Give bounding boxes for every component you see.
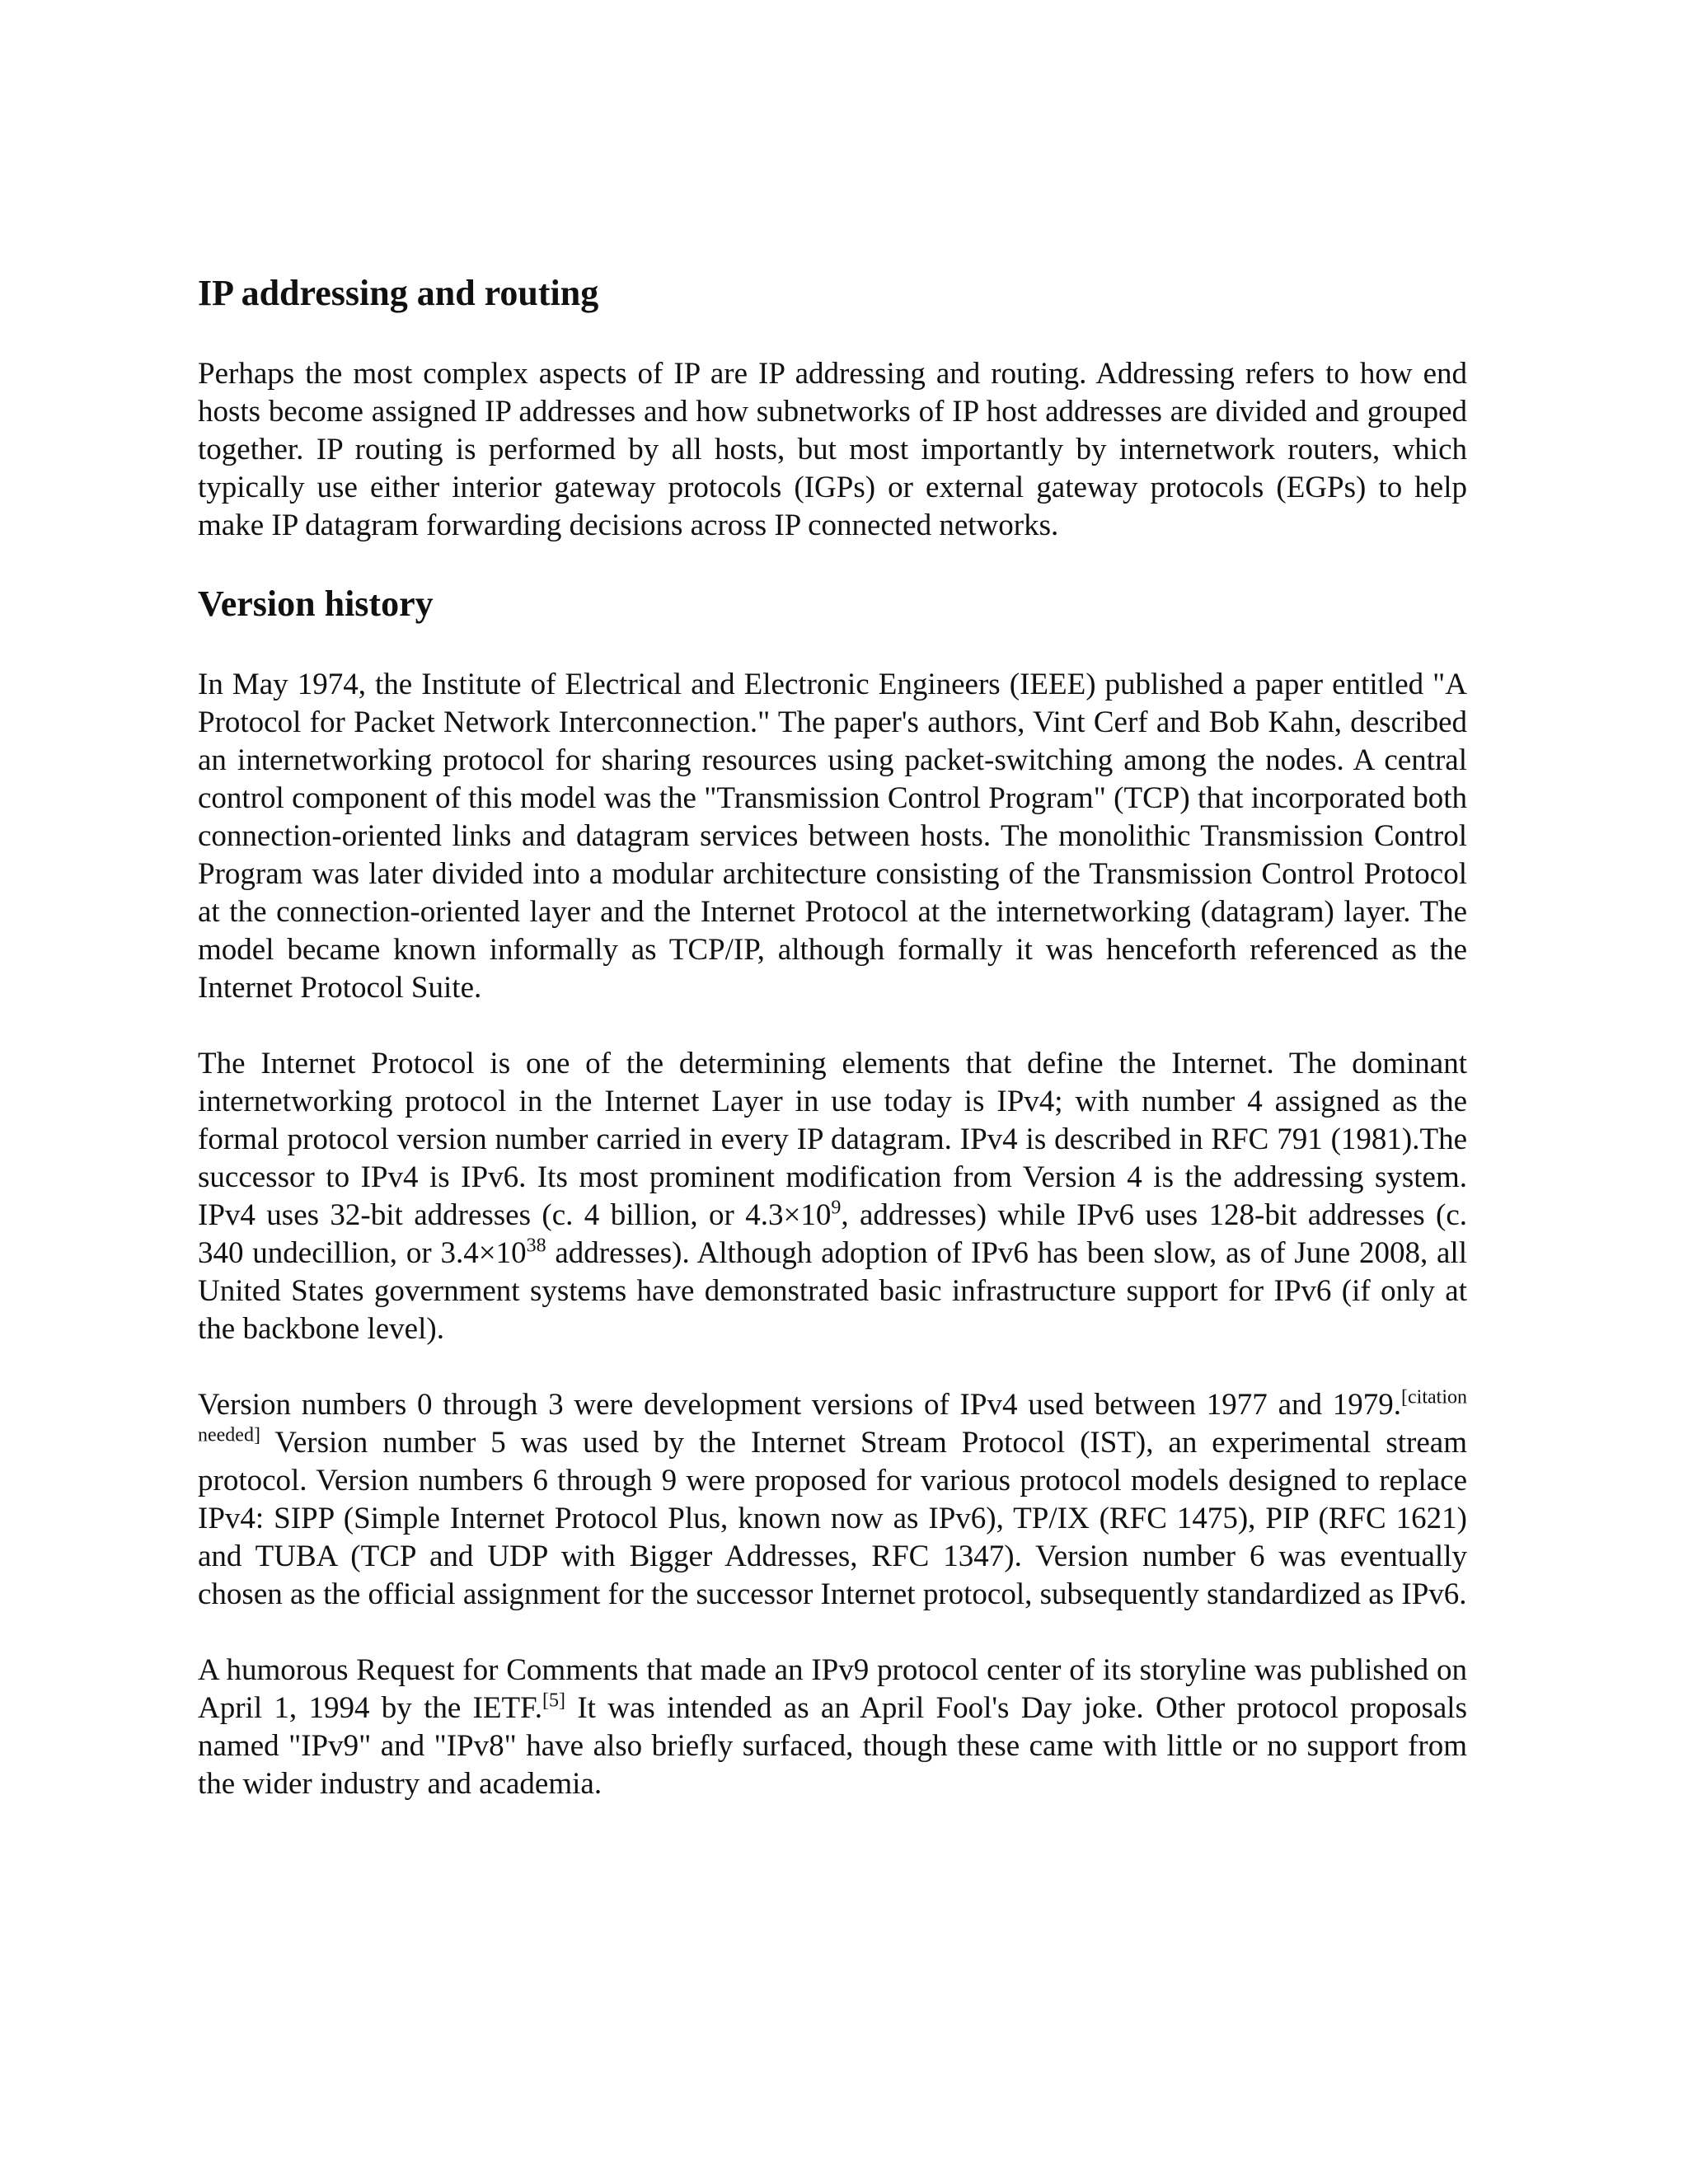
paragraph-version-history-3 bbox=[198, 1386, 1467, 1614]
paragraph-version-history-1: In May 1974, the Institute of Electrical and Electronic Engineers (IEEE) published a paper entitled "A Protocol for Packet Network Interconnection." The paper's authors, Vint Cerf and Bob Kahn, described an internetworking protocol for sharing resources using packet-switching among the nodes. A central control component of this model was the "Transmission Control Program" (TCP) that incorporated both connection-oriented links and datagram services between hosts. The monolithic Transmission Control Program was later divided into a modular architecture consisting of the Transmission Control Protocol at the connection-oriented layer and the Internet Protocol at the internetworking (datagram) layer. The model became known informally as TCP/IP, although formally it was henceforth referenced as the Internet Protocol Suite. bbox=[198, 667, 1467, 1005]
exponent: 9 bbox=[831, 1197, 842, 1219]
paragraph-version-history-4 bbox=[198, 1652, 1467, 1803]
text-segment: The Internet Protocol is one of the determining elements that define the Internet. The dominant internetworking protocol in the Internet Layer in use today is IPv4; with number 4 assigned as the formal protocol version number carried in every IP datagram. IPv4 is described in RFC 791 (1981).The successor to IPv4 is IPv6. Its most prominent modification from Version 4 is the addressing system. IPv4 uses 32-bit addresses (c. 4 billion, or 4.3×10 bbox=[198, 1046, 1467, 1232]
text-segment: It was intended as an April Fool's Day joke. Other protocol proposals named "IPv9" and "IPv8" have also briefly surfaced, though these came with little or no support from the wider industry and academia. bbox=[198, 1690, 1467, 1801]
paragraph-ip-addressing: Perhaps the most complex aspects of IP are IP addressing and routing. Addressing refers to how end hosts become assigned IP addresses and how subnetworks of IP host addresses are divided and grouped together. IP routing is performed by all hosts, but most importantly by internetwork routers, which typically use either interior gateway protocols (IGPs) or external gateway protocols (EGPs) to help make IP datagram forwarding decisions across IP connected networks. bbox=[198, 356, 1467, 542]
text-segment: A humorous Request for Comments that made an IPv9 protocol center of its storyline was published on April 1, 1994 by the IETF. bbox=[198, 1652, 1467, 1725]
document-page bbox=[198, 272, 1467, 1841]
section-heading-ip-addressing: IP addressing and routing bbox=[198, 273, 599, 313]
exponent: 38 bbox=[526, 1235, 546, 1257]
text-segment: addresses). Although adoption of IPv6 has been slow, as of June 2008, all United States government systems have demonstrated basic infrastructure support for IPv6 (if only at the backbone level). bbox=[198, 1235, 1467, 1346]
text-segment: , addresses) while IPv6 uses 128-bit addresses (c. 340 undecillion, or 3.4×10 bbox=[198, 1197, 1467, 1270]
text-segment: Version numbers 0 through 3 were development versions of IPv4 used between 1977 and 1979. bbox=[198, 1387, 1402, 1422]
section-heading-version-history: Version history bbox=[198, 583, 434, 624]
text-segment: Version number 5 was used by the Internet Stream Protocol (IST), an experimental stream protocol. Version numbers 6 through 9 were proposed for various protocol models designed to replace IPv4: SIPP (Simple Internet Protocol Plus, known now as IPv6), TP/IX (RFC 1475), PIP (RFC 1621) and TUBA (TCP and UDP with Bigger Addresses, RFC 1347). Version number 6 was eventually chosen as the official assignment for the successor Internet protocol, subsequently standardized as IPv6. bbox=[198, 1425, 1467, 1611]
reference-link[interactable]: [5] bbox=[542, 1690, 565, 1712]
citation-needed-link[interactable]: [citation needed] bbox=[198, 1386, 1467, 1446]
paragraph-version-history-2 bbox=[198, 1045, 1467, 1348]
